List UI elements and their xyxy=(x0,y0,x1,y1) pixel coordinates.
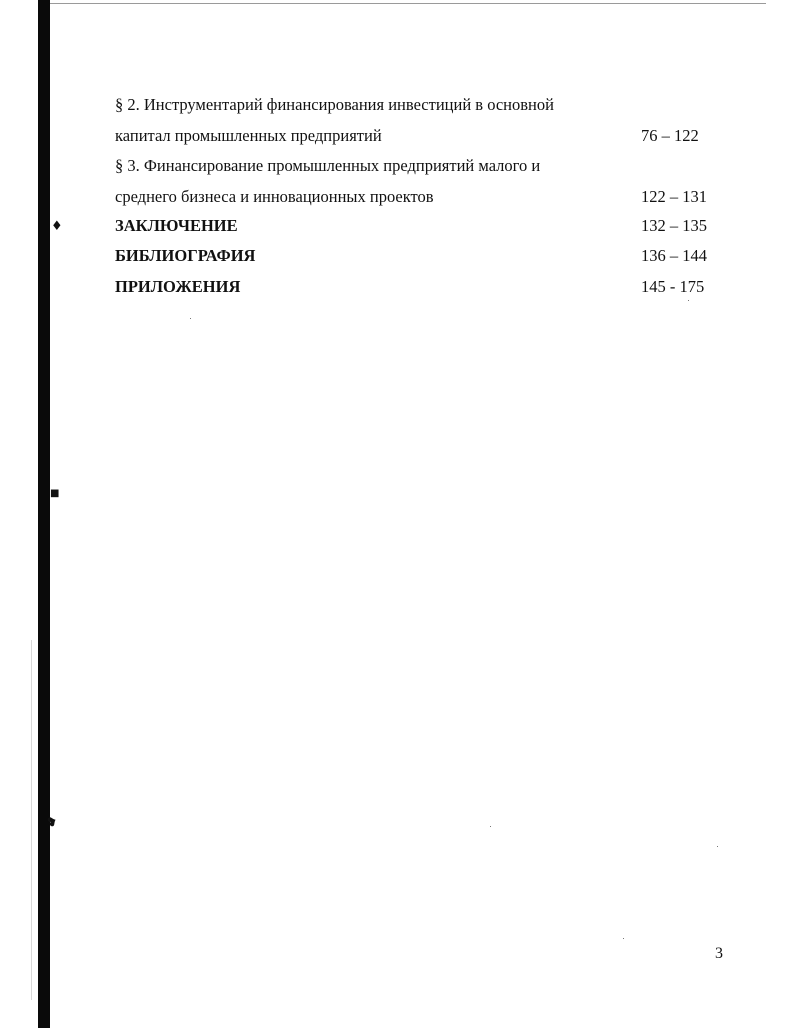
scan-top-edge xyxy=(50,3,766,4)
scan-speck xyxy=(190,318,191,319)
scan-speck xyxy=(717,846,718,847)
toc-section3-line2: среднего бизнеса и инновационных проектов xyxy=(115,187,434,206)
scan-speck xyxy=(490,826,491,827)
page-number: 3 xyxy=(715,945,723,962)
scan-speck xyxy=(688,300,689,301)
toc-appendices-pages: 145 - 175 xyxy=(641,277,705,296)
toc-appendices-title: ПРИЛОЖЕНИЯ xyxy=(115,277,241,296)
binding-hole-mark: ♦ xyxy=(51,219,63,234)
binding-hole-mark: ❥ xyxy=(44,813,61,832)
binding-hole-mark: ■ xyxy=(50,488,60,499)
toc-section2-line1: § 2. Инструментарий финансирования инвестиций в основной xyxy=(115,95,554,114)
scan-edge-shadow xyxy=(38,0,50,1028)
toc-section3-pages: 122 – 131 xyxy=(641,187,707,206)
toc-section3-line1: § 3. Финансирование промышленных предприятий малого и xyxy=(115,156,541,175)
toc-bibliography-pages: 136 – 144 xyxy=(641,246,707,265)
toc-conclusion-title: ЗАКЛЮЧЕНИЕ xyxy=(115,216,238,235)
toc-conclusion-pages: 132 – 135 xyxy=(641,216,707,235)
toc-section2-line2: капитал промышленных предприятий xyxy=(115,126,382,145)
scan-left-edge xyxy=(31,640,32,1000)
toc-section2-pages: 76 – 122 xyxy=(641,126,699,145)
toc-bibliography-title: БИБЛИОГРАФИЯ xyxy=(115,246,256,265)
scan-speck xyxy=(623,938,624,939)
